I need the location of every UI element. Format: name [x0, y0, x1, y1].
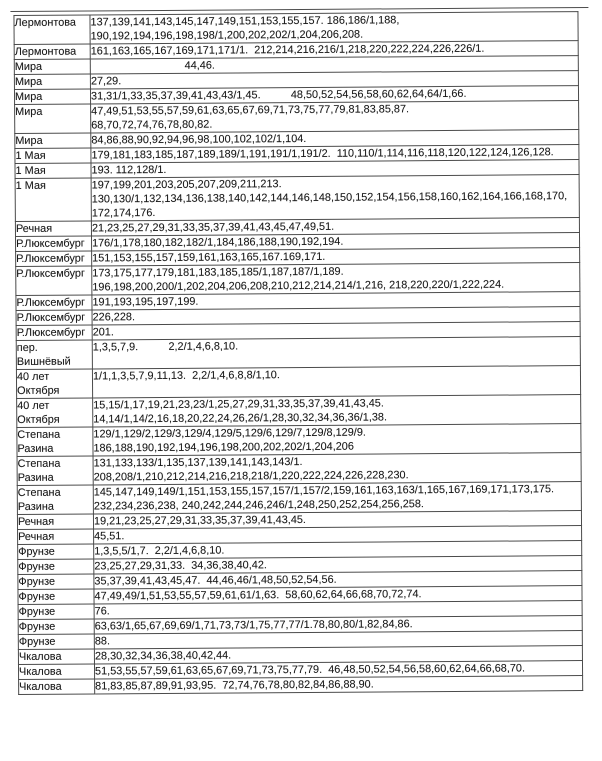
table-row [17, 453, 581, 486]
house-numbers-cell: 47,49,51,53,55,57,59,61,63,65,67,69,71,73,75,77,79,81,83,85,87. 68,70,72,74,76,78,80,82. [91, 101, 579, 133]
street-name-cell: 1 Мая [15, 163, 91, 179]
street-name-cell: Фрунзе [18, 559, 94, 575]
table-row [16, 366, 580, 399]
house-numbers-cell: 63,63/1,65,67,69,69/1,71,73,73/1,75,77,77/1.78,80,80/1,82,84,86. [94, 616, 582, 634]
house-numbers-cell: 129/1,129/2,129/3,129/4,129/5,129/6,129/7,129/8,129/9. 186,188,190,192,194,196,198,200,202,202/1,204,206 [93, 424, 581, 456]
house-numbers-cell: 137,139,141,143,145,147,149,151,153,155,157. 186,186/1,188, 190,192,194,196,198,198/1,200,202,202/1,204,206,208. [90, 12, 578, 44]
house-numbers-cell: 179,181,183,185,187,189,189/1,191,191/1,191/2. 110,110/1,114,116,118,120,122,124,126,128. [91, 145, 579, 163]
table-row [14, 12, 578, 45]
house-numbers-cell: 81,83,85,87,89,91,93,95. 72,74,76,78,80,82,84,86,88,90. [95, 676, 583, 694]
house-numbers-cell: 15,15/1,17,19,21,23,23/1,25,27,29,31,33,35,37,39,41,43,45. 14,14/1,14/2,16,18,20,22,24,26,26/1,28,30,32,34,36,36/1,38. [93, 395, 581, 427]
street-name-cell: Р.Люксембург [15, 236, 91, 252]
street-name-cell: Мира [14, 74, 90, 90]
street-name-cell: 1 Мая [15, 148, 91, 164]
table-row [16, 337, 580, 370]
house-numbers-cell: 88. [94, 631, 582, 649]
street-name-cell: Чкалова [19, 679, 95, 695]
street-name-cell: Мира [15, 104, 91, 134]
street-name-cell: Степана Разина [17, 485, 93, 515]
house-numbers-cell: 23,25,27,29,31,33. 34,36,38,40,42. [94, 556, 582, 574]
house-numbers-cell: 45,51. [94, 526, 582, 544]
street-name-cell: Лермонтова [14, 15, 90, 45]
street-name-cell: пер. Вишнёвый [16, 340, 92, 370]
house-numbers-cell: 76. [94, 601, 582, 619]
house-numbers-cell: 193. 112,128/1. [91, 160, 579, 178]
house-numbers-cell: 131,133,133/1,135,137,139,141,143,143/1. 208,208/1,210,212,214,216,218,218/1,220,222,224,226,228,230. [93, 453, 581, 485]
table-row [17, 482, 581, 515]
house-numbers-cell: 28,30,32,34,36,38,40,42,44. [94, 646, 582, 664]
street-name-cell: Степана Разина [17, 427, 93, 457]
street-house-numbers-table [13, 11, 583, 695]
street-name-cell: Мира [14, 89, 90, 105]
street-name-cell: Р.Люксембург [16, 325, 92, 341]
house-numbers-cell: 21,23,25,27,29,31,33,35,37,39,41,43,45,47,49,51. [91, 218, 579, 236]
street-name-cell: Степана Разина [17, 456, 93, 486]
street-name-cell: Речная [18, 529, 94, 545]
house-numbers-cell: 47,49,49/1,51,53,55,57,59,61,61/1,63. 58,60,62,64,66,68,70,72,74. [94, 586, 582, 604]
house-numbers-cell: 145,147,149,149/1,151,153,155,157,157/1,157/2,159,161,163,163/1,165,167,169,171,173,175. 232,234,236,238, 240,242,244,246,246/1,248,250,252,254,256,258. [93, 482, 581, 514]
street-name-cell: Речная [17, 514, 93, 530]
street-name-cell: Р.Люксембург [16, 251, 92, 267]
house-numbers-cell: 1,3,5,7,9. 2,2/1,4,6,8,10. [92, 337, 580, 369]
table-row [17, 424, 581, 457]
street-name-cell: Чкалова [18, 664, 94, 680]
house-numbers-cell: 27,29. [90, 71, 578, 89]
house-numbers-cell: 51,53,55,57,59,61,63,65,67,69,71,73,75,77,79. 46,48,50,52,54,56,58,60,62,64,66,68,70. [94, 661, 582, 679]
street-name-cell: Фрунзе [18, 619, 94, 635]
table-row [16, 263, 580, 296]
street-name-cell: Мира [15, 133, 91, 149]
street-name-cell: Речная [15, 221, 91, 237]
street-name-cell: Фрунзе [18, 574, 94, 590]
street-name-cell: Чкалова [18, 649, 94, 665]
table-row [15, 101, 579, 134]
table-row [15, 175, 579, 222]
table-row [17, 395, 581, 428]
house-numbers-cell: 84,86,88,90,92,94,96,98,100,102,102/1,104. [91, 130, 579, 148]
table-body [14, 12, 583, 695]
house-numbers-cell: 1/1,1,3,5,7,9,11,13. 2,2/1,4,6,8,8/1,10. [92, 366, 580, 398]
street-name-cell: Р.Люксембург [16, 266, 92, 296]
house-numbers-cell: 44,46. [90, 56, 578, 74]
house-numbers-cell: 161,163,165,167,169,171,171/1. 212,214,216,216/1,218,220,222,224,226,226/1. [90, 41, 578, 59]
street-name-cell: Мира [14, 59, 90, 75]
street-name-cell: 40 лет Октября [16, 369, 92, 399]
house-numbers-cell: 19,21,23,25,27,29,31,33,35,37,39,41,43,45. [93, 511, 581, 529]
street-name-cell: 1 Мая [15, 178, 91, 222]
street-name-cell: Фрунзе [18, 544, 94, 560]
street-name-cell: Фрунзе [18, 604, 94, 620]
house-numbers-cell: 197,199,201,203,205,207,209,211,213. 130,130/1,132,134,136,138,140,142,144,146,148,150,152,154,156,158,160,162,164,166,168,170, 172,174,176. [91, 175, 579, 221]
street-name-cell: Р.Люксембург [16, 310, 92, 326]
street-name-cell: 40 лет Октября [17, 398, 93, 428]
house-numbers-cell: 176/1,178,180,182,182/1,184,186,188,190,192,194. [91, 233, 579, 251]
house-numbers-cell: 35,37,39,41,43,45,47. 44,46,46/1,48,50,52,54,56. [94, 571, 582, 589]
street-name-cell: Фрунзе [18, 589, 94, 605]
street-name-cell: Фрунзе [18, 634, 94, 650]
house-numbers-cell: 191,193,195,197,199. [92, 292, 580, 310]
street-name-cell: Лермонтова [14, 44, 90, 60]
house-numbers-cell: 226,228. [92, 307, 580, 325]
house-numbers-cell: 1,3,5,5/1,7. 2,2/1,4,6,8,10. [94, 541, 582, 559]
house-numbers-cell: 151,153,155,157,159,161,163,165,167.169,171. [92, 248, 580, 266]
house-numbers-cell: 31,31/1,33,35,37,39,41,43,43/1,45. 48,50,52,54,56,58,60,62,64,64/1,66. [90, 86, 578, 104]
street-name-cell: Р.Люксембург [16, 295, 92, 311]
house-numbers-cell: 201. [92, 322, 580, 340]
house-numbers-cell: 173,175,177,179,181,183,185,185/1,187,187/1,189. 196,198,200,200/1,202,204,206,208,210,212,214,214/1,216, 218,220,220/1,222,224. [92, 263, 580, 295]
